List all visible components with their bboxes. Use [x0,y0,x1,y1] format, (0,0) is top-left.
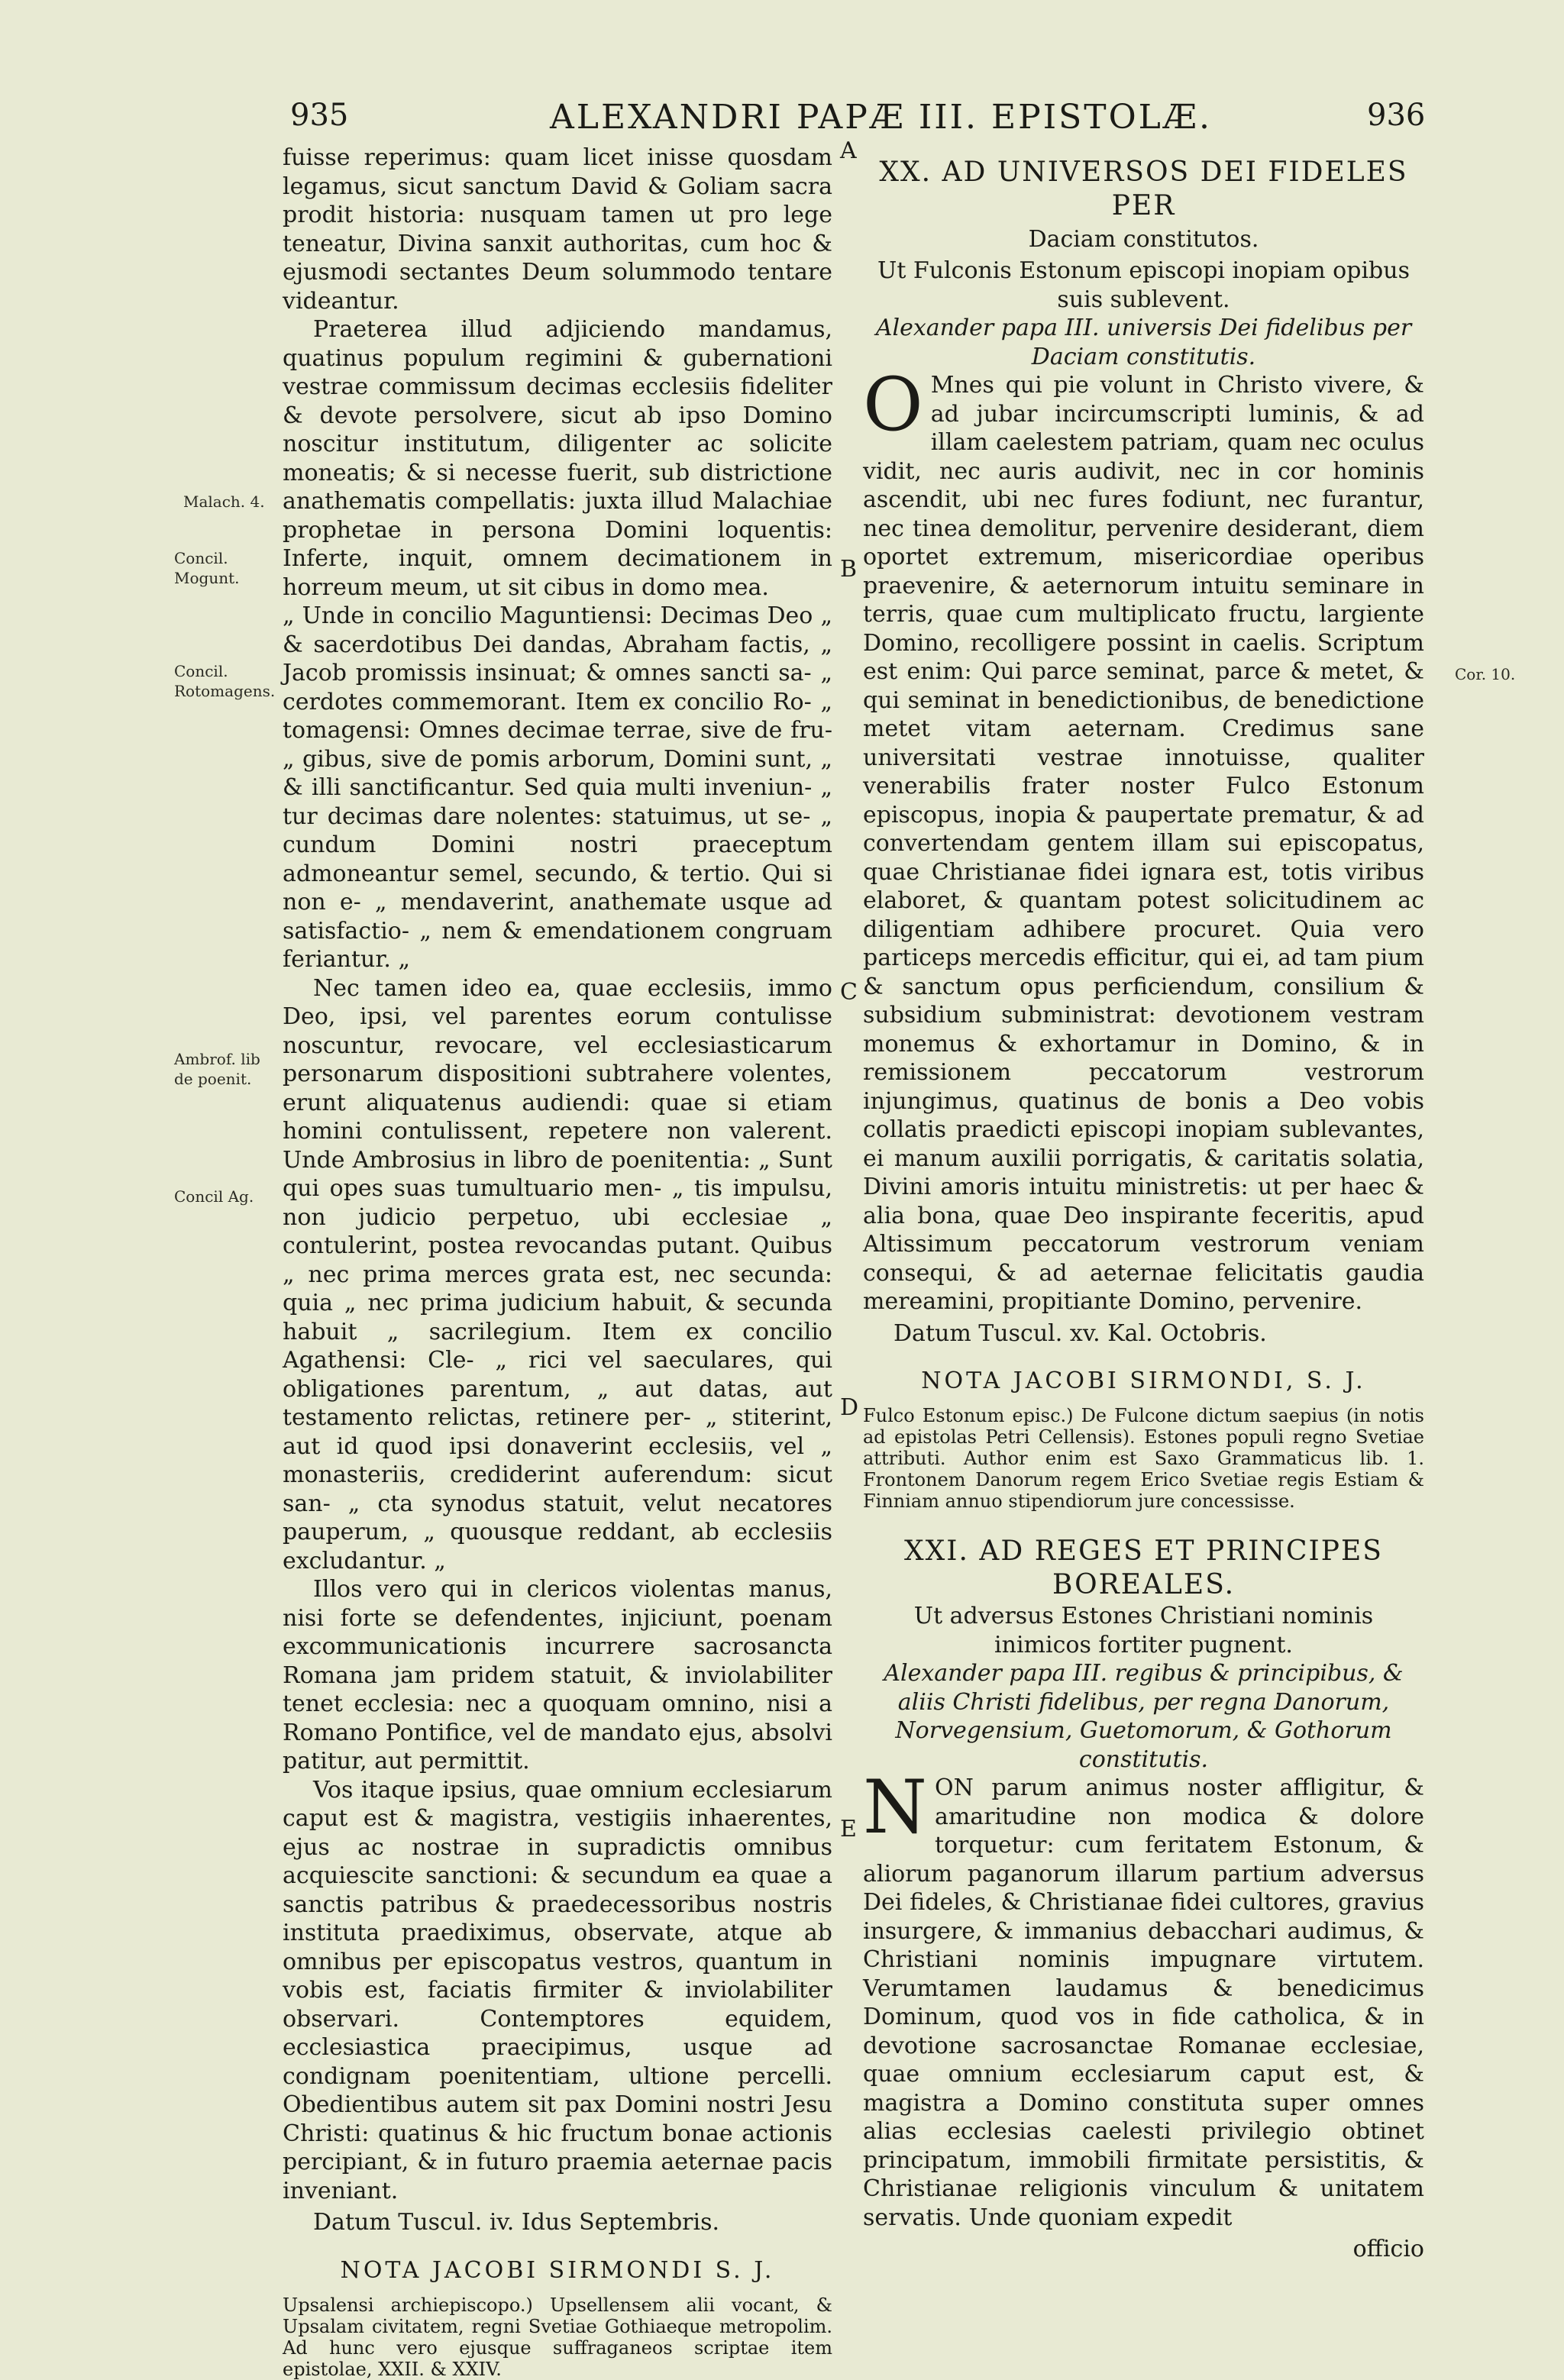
letter-xx-heading: XX. AD UNIVERSOS DEI FIDELES PER [879,157,1408,221]
letter-xxi-body [863,1765,1424,2232]
page-number-right: 936 [1367,98,1426,133]
right-nota [863,1405,1424,1512]
section-letter-d: D [840,1394,859,1421]
margin-note-cor: Cor. 10. [1455,665,1516,683]
catchword: officio [1352,2236,1424,2262]
margin-note-ambros: Ambrof. lib de poenit. [174,1050,260,1088]
left-paragraph-2: Praeterea illud adjiciendo mandamus, quatinus populum regimini & gubernationi vestrae commissum decimas ecclesiis fideliter & devote persolvere, sicut ab ipso Domino noscitur institutum, diligenter ac solicite moneatis; & si necesse fuerit, sub districtione anathematis compellatis: juxta illud Malachiae prophetae in persona Domini loquentis: Inferte, inquit, omnem decimationem in horreum meum, ut sit cibus in domo mea. [283,316,832,601]
letter-xxi-subtitle: Ut adversus Estones Christiani nominis inimicos fortiter pugnent. [913,1603,1374,1658]
page-number-left: 935 [290,98,349,133]
letter-xxi-dropcap: N [863,1765,927,1850]
right-nota-title: NOTA JACOBI SIRMONDI, S. J. [921,1368,1366,1394]
right-nota-text: Fulco Estonum episc.) De Fulcone dictum saepius (in notis ad epistolas Petri Cellensis). Estones populi regno Svetiae attributi. Author enim est Saxo Grammaticus lib. 1. Frontonem Danorum regem Erico Svetiae regis Estiam & Finniam annuo stipendiorum jure concessisse. [863,1405,1424,1512]
left-paragraph-3: „ Unde in concilio Maguntiensi: Decimas Deo „ & sacerdotibus Dei dandas, Abraham factis, „ Jacob promissis insinuat; & omnes sancti sa- „ cerdotes commemorant. Item ex concilio Ro- „ tomagensi: Omnes decimae terrae, sive de fru- „ gibus, sive de pomis arborum, Domini sunt, „ & illi sanctificantur. Sed quia multi inveniun- „ tur decimas dare nolentes: statuimus, ut se- „ cundum Domini nostri praeceptum admoneantur semel, secundo, & tertio. Qui si non e- „ mendaverint, anathemate usque ad satisfactio- „ nem & emendationem congruam feriantur. „ [283,602,832,973]
left-nota-title: NOTA JACOBI SIRMONDI S. J. [340,2256,775,2284]
section-letter-e: E [840,1816,857,1842]
margin-note-agath: Concil Ag. [174,1187,254,1206]
letter-xx-subtitle: Ut Fulconis Estonum episcopi inopiam opibus suis sublevent. [877,257,1410,313]
section-letter-c: C [840,979,858,1006]
section-letter-b: B [840,556,858,583]
margin-note-mogunt: Concil. Mogunt. [174,549,240,587]
letter-xx-body-text: Mnes qui pie volunt in Christo vivere, & ad jubar incircumscripti luminis, & ad illam caelestem patriam, quam nec oculus vidit, nec auris audivit, nec in cor hominis ascendit, ubi nec fures fodiunt, nec furantur, nec tinea demolitur, pervenire desiderant, diem oportet extremum, misericordiae operibus praevenire, & aeternorum intuitu seminare in terris, quae cum multiplicato fructu, largiente Domino, recolligere possint in caelis. Scriptum est enim: Qui parce seminat, parce & metet, & qui seminat in benedictionibus, de benedictione metet vitam aeternam. Credimus sane universitati vestrae innotuisse, qualiter venerabilis frater noster Fulco Estonum episcopus, inopia & paupertate prematur, & ad convertendam gentem illam sui episcopatus, quae Christianae fidei ignara est, totis viribus elaboret, & quantam potest solicitudinem ac diligentiam adhibere procuret. Quia vero particeps mercedis efficitur, qui ei, ad tam pium & sanctum opus perficiendum, consilium & subsidium subministrat: devotionem vestram monemus & exhortamur in Domino, & in remissionem peccatorum vestrorum injungimus, quatinus de bonis a Deo vobis collatis praedicti episcopi inopiam sublevantes, ei manum auxilii porrigatis, & caritatis solatia, Divini amoris intuitu ministretis: ut per haec & alia bona, quae Deo inspirante feceritis, apud Altissimum peccatorum vestrorum veniam consequi, & ad aeternae felicitatis gaudia mereamini, propitiante Domino, pervenire. [863,372,1424,1315]
left-paragraph-6: Vos itaque ipsius, quae omnium ecclesiarum caput est & magistra, vestigiis inhaerentes, ejus ac nostrae in supradictis omnibus acquiescite sanctioni: & secundum ea quae a sanctis patribus & praedecessoribus nostris instituta praediximus, observate, atque ab omnibus per episcopatus vestros, quantum in vobis est, faciatis firmiter & inviolabiliter observari. Contemptores equidem, ecclesiastica praecipimus, usque ad condignam poenitentiam, ultione percelli. Obedientibus autem sit pax Domini nostri Jesu Christi: quatinus & hic fructum bonae actionis percipiant, & in futuro praemia aeternae pacis inveniant. [283,1776,832,2204]
letter-xx-rubric: Alexander papa III. universis Dei fidelibus per Daciam constitutis. [875,315,1412,370]
left-column [283,144,832,2380]
left-paragraph-5: Illos vero qui in clericos violentas manus, nisi forte se defendentes, injiciunt, poenam excommunicationis incurrere sacrosancta Romana jam pridem statuit, & inviolabiliter tenet ecclesia: nec a quoquam omnino, nisi a Romano Pontifice, vel de mandato ejus, absolvi patitur, aut permittit. [283,1576,832,1775]
left-nota [283,2294,832,2380]
section-letter-a: A [840,137,857,164]
letter-xx-datum: Datum Tuscul. xv. Kal. Octobris. [893,1319,1267,1347]
letter-xxi-rubric: Alexander papa III. regibus & principibus, & aliis Christi fidelibus, per regna Danorum, Norvegensium, Guetomorum, & Gothorum constitutis. [884,1660,1404,1773]
letter-xxi-heading-line2: BOREALES. [1052,1569,1236,1600]
margin-note-rotomag: Concil. Rotomagens. [174,662,276,700]
left-paragraph-4: Nec tamen ideo ea, quae ecclesiis, immo Deo, ipsi, vel parentes eorum contulisse noscuntur, revocare, vel ecclesiasticarum personarum dispositioni subtrahere volentes, erunt aliquatenus audiendi: quae si etiam homini contulissent, repetere non valerent. Unde Ambrosius in libro de poenitentia: „ Sunt qui opes suas tumultuario men- „ tis impulsu, non judicio perpetuo, ubi ecclesiae „ contulerint, postea revocandas putant. Quibus „ nec prima merces grata est, nec secunda: quia „ nec prima judicium habuit, & secunda habuit „ sacrilegium. Item ex concilio Agathensi: Cle- „ rici vel saeculares, qui obligationes parentum, „ aut datas, aut testamento relictas, retinere per- „ stiterint, aut id quod ipsi donaverint ecclesiis, vel „ monasteriis, crediderint auferendum: sicut san- „ cta synodus statuit, velut necatores pauperum, „ quousque reddant, ab ecclesiis excludantur. „ [283,974,832,1574]
letter-xxi-body-text: ON parum animus noster affligitur, & amaritudine non modica & dolore torquetur: cum feritatem Estonum, & aliorum paganorum illarum partium adversus Dei fideles, & Christianae fidei cultores, gravius insurgere, & immanius debacchari audimus, & Christiani nominis impugnare virtutem. Verumtamen laudamus & benedicimus Dominum, quod vos in fide catholica, & in devotione sacrosanctae Romanae ecclesiae, quae omnium ecclesiarum caput est, & magistra a Domino constituta super omnes alias ecclesias caelesti privilegio obtinet principatum, immobili firmitate persistitis, & Christianae religionis vinculum & unitatem servatis. Unde quoniam expedit [863,1775,1424,2231]
margin-note-malach: Malach. 4. [183,492,265,511]
letter-xx-dropcap: O [863,362,923,447]
letter-xxi-heading: XXI. AD REGES ET PRINCIPES [904,1536,1383,1567]
left-nota-text: Upsalensi archiepiscopo.) Upsellensem alii vocant, & Upsalam civitatem, regni Svetiae Gothiaeque metropolim. Ad hunc vero ejusque suffraganeos scriptae item epistolae, XXII. & XXIV. [283,2294,832,2380]
letter-xx-body [863,362,1424,1316]
right-column [863,144,1424,2264]
running-title: ALEXANDRI PAPÆ III. EPISTOLÆ. [550,98,1212,137]
left-paragraph-1: fuisse reperimus: quam licet inisse quosdam legamus, sicut sanctum David & Goliam sacra prodit historia: nusquam tamen ut pro lege teneatur, Divina sanxit authoritas, cum hoc & ejusmodi sectantes Deum solummodo tentare videantur. [283,144,832,315]
left-datum: Datum Tuscul. iv. Idus Septembris. [313,2209,720,2236]
running-header [0,98,1564,144]
letter-xx-heading-line2: Daciam constitutos. [1028,226,1259,253]
